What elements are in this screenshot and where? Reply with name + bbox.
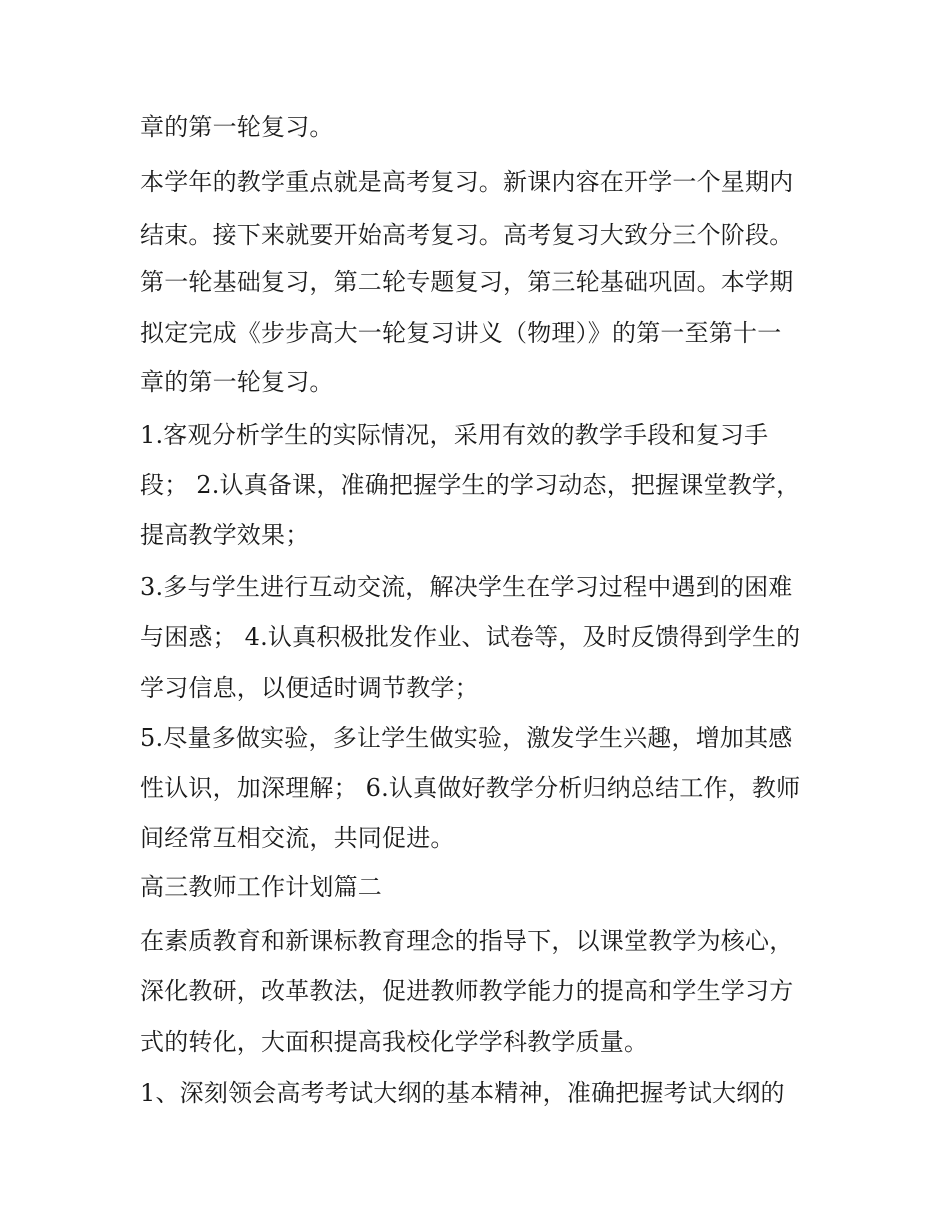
text-line: 提高教学效果；	[140, 521, 310, 549]
text-line: 3.多与学生进行互动交流，解决学生在学习过程中遇到的困难	[140, 573, 793, 601]
text-line: 本学年的教学重点就是高考复习。新课内容在开学一个星期内	[140, 168, 794, 196]
text-line: 章的第一轮复习。	[140, 113, 334, 141]
text-line: 式的转化，大面积提高我校化学学科教学质量。	[140, 1028, 649, 1056]
text-line: 与困惑； 4.认真积极批发作业、试卷等，及时反馈得到学生的	[140, 623, 801, 651]
section-heading: 高三教师工作计划篇二	[140, 873, 382, 901]
text-line: 结束。接下来就要开始高考复习。高考复习大致分三个阶段。	[140, 221, 794, 249]
text-line: 5.尽量多做实验，多让学生做实验，激发学生兴趣，增加其感	[140, 724, 793, 752]
text-line: 拟定完成《步步高大一轮复习讲义（物理）》的第一至第十一	[140, 319, 782, 347]
text-line: 间经常互相交流，共同促进。	[140, 824, 455, 852]
text-line: 段； 2.认真备课，准确把握学生的学习动态，把握课堂教学，	[140, 471, 801, 499]
text-line: 章的第一轮复习。	[140, 368, 334, 396]
text-line: 性认识，加深理解； 6.认真做好教学分析归纳总结工作，教师	[140, 774, 801, 802]
text-line: 在素质教育和新课标教育理念的指导下，以课堂教学为核心，	[140, 927, 794, 955]
text-line: 1.客观分析学生的实际情况，采用有效的教学手段和复习手	[140, 421, 769, 449]
text-line: 学习信息，以便适时调节教学；	[140, 674, 479, 702]
text-line: 深化教研，改革教法，促进教师教学能力的提高和学生学习方	[140, 977, 794, 1005]
text-line: 1、深刻领会高考考试大纲的基本精神，准确把握考试大纲的	[140, 1079, 785, 1107]
text-line: 第一轮基础复习，第二轮专题复习，第三轮基础巩固。本学期	[140, 268, 794, 296]
